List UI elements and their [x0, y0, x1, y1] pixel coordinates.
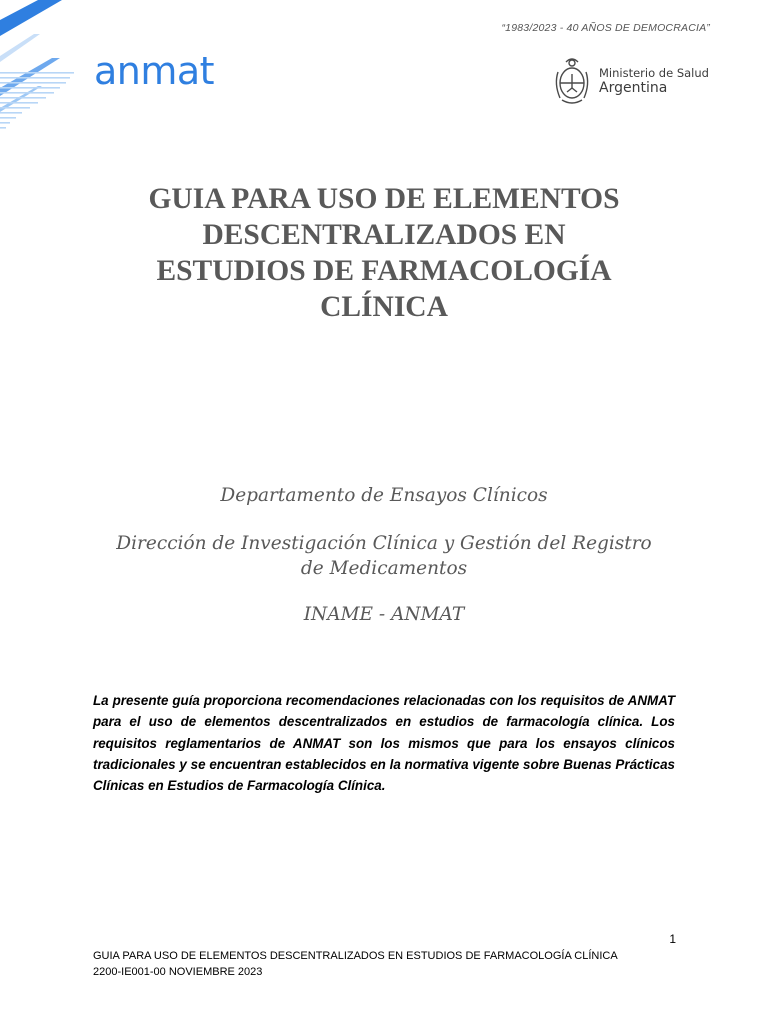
ministry-name: Ministerio de Salud: [599, 66, 709, 80]
document-title: [80, 181, 688, 325]
direction-line: de Medicamentos: [300, 558, 468, 579]
ministry-country: Argentina: [599, 80, 668, 96]
department-name: Departamento de Ensayos Clínicos: [220, 485, 548, 506]
direction-line: Dirección de Investigación Clínica y Gestión del Registro: [116, 533, 652, 554]
institute-name: INAME - ANMAT: [303, 604, 465, 625]
footer-title: GUIA PARA USO DE ELEMENTOS DESCENTRALIZADOS EN ESTUDIOS DE FARMACOLOGÍA CLÍNICA: [93, 950, 618, 962]
ministry-logo: [552, 54, 742, 106]
abstract-paragraph: La presente guía proporciona recomendaciones relacionadas con los requisitos de ANMAT para el uso de elementos descentralizados en estudios de farmacología clínica. Los requisitos reglamentarios de ANMAT son los mismos que para los ensayos clínicos tradicionales y se encuentran establecidos en la normativa vigente sobre Buenas Prácticas Clínicas en Estudios de Farmacología Clínica.: [93, 693, 675, 794]
page-footer: [93, 948, 693, 980]
anmat-logo: anmat: [94, 49, 215, 93]
title-line: DESCENTRALIZADOS EN: [202, 219, 566, 251]
page-number: 1: [669, 932, 676, 946]
decorative-stripes-icon: [0, 0, 80, 140]
title-line: GUIA PARA USO DE ELEMENTOS: [148, 183, 620, 215]
footer-code: 2200-IE001-00 NOVIEMBRE 2023: [93, 966, 263, 978]
title-line: CLÍNICA: [320, 291, 448, 323]
direction-name: [70, 531, 698, 581]
argentina-seal-icon: [552, 54, 592, 106]
title-line: ESTUDIOS DE FARMACOLOGÍA: [156, 255, 612, 287]
slogan: “1983/2023 - 40 AÑOS DE DEMOCRACIA”: [501, 22, 710, 34]
